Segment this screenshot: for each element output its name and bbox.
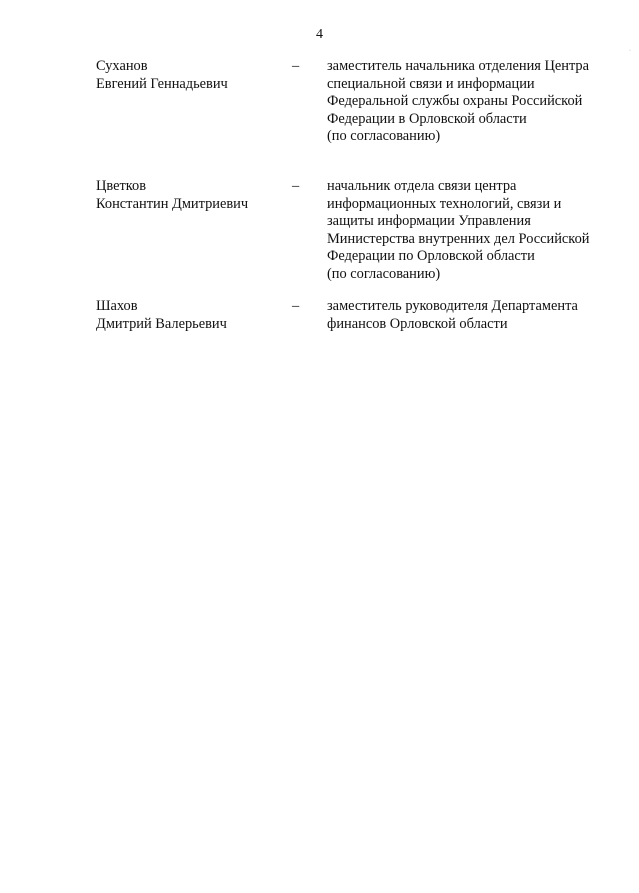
separator-dash: –	[292, 298, 300, 314]
position-line: защиты информации Управления	[327, 213, 531, 230]
member-given-names: Дмитрий Валерьевич	[96, 315, 227, 332]
separator-dash: –	[292, 178, 300, 194]
member-given-names: Евгений Геннадьевич	[96, 75, 228, 92]
member-list	[0, 58, 639, 338]
member-entry-tsvetkov	[0, 178, 639, 282]
position-line: финансов Орловской области	[327, 315, 508, 332]
member-name	[96, 58, 286, 93]
position-line: специальной связи и информации	[327, 75, 535, 92]
position-line: заместитель руководителя Департамента	[327, 298, 578, 314]
member-surname: Шахов	[96, 298, 138, 314]
member-given-names: Константин Дмитриевич	[96, 195, 249, 212]
position-line: начальник отдела связи центра	[327, 178, 517, 194]
member-surname: Суханов	[96, 58, 148, 74]
position-line: (по согласованию)	[327, 128, 441, 145]
position-line: (по согласованию)	[327, 265, 441, 282]
member-name	[96, 298, 286, 333]
member-position	[327, 178, 622, 284]
member-position	[327, 298, 622, 333]
position-line: информационных технологий, связи и	[327, 195, 562, 212]
position-line: Министерства внутренних дел Российской	[327, 230, 590, 247]
position-line: Федерации в Орловской области	[327, 110, 527, 127]
member-entry-sukhanov	[0, 58, 639, 162]
position-line: Федерации по Орловской области	[327, 248, 535, 265]
member-name	[96, 178, 286, 213]
position-line: Федеральной службы охраны Российской	[327, 93, 583, 110]
member-position	[327, 58, 622, 146]
scan-speck: ·	[629, 48, 631, 54]
member-entry-shakhov	[0, 298, 639, 338]
member-surname: Цветков	[96, 178, 147, 194]
separator-dash: –	[292, 58, 300, 74]
position-line: заместитель начальника отделения Центра	[327, 58, 590, 74]
page-number: 4	[316, 27, 323, 42]
